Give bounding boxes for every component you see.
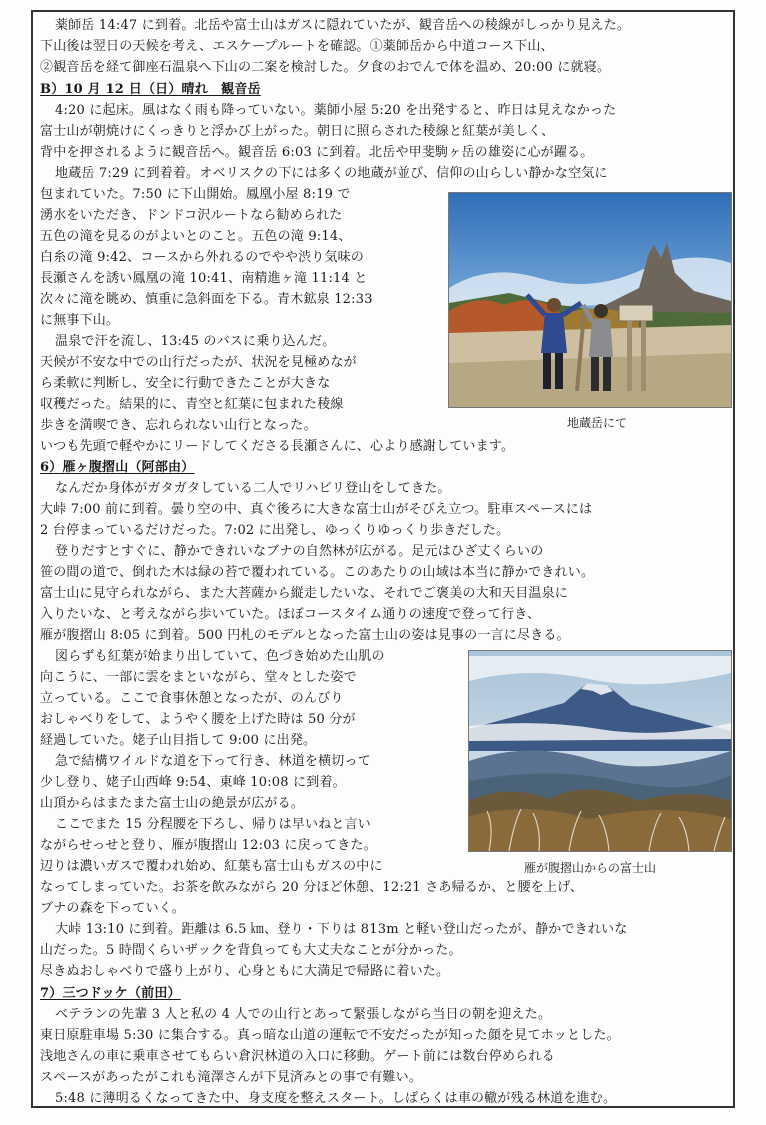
text-line: 入りたいな、と考えながら歩いていた。ほぼコースタイム通りの速度で登って行き、 (40, 607, 541, 622)
text-line: 富士山が朝焼けにくっきりと浮かび上がった。朝日に照らされた稜線と紅葉が美しく、 (40, 124, 555, 139)
text-line: 急で結構ワイルドな道を下って行き、林道を横切って (55, 754, 371, 769)
photo-caption-jizodake: 地蔵岳にて (567, 416, 628, 430)
section-heading-day2: B）10 月 12 日（日）晴れ 観音岳 (40, 82, 261, 97)
text-line: 五色の滝を見るのがよいとのこと。五色の滝 9:14、 (40, 229, 352, 244)
text-line: に無事下山。 (40, 313, 120, 328)
text-line: ②観音岳を経て御座石温泉へ下山の二案を検討した。夕食のおでんで体を温め、20:00 に就寝。 (40, 60, 611, 75)
photo-fuji (468, 650, 732, 852)
text-line: 下山後は翌日の天候を考え、エスケープルートを確認。①薬師岳から中道コース下山、 (40, 39, 554, 54)
text-line: 白糸の滝 9:42、コースから外れるのでやや渋り気味の (40, 250, 365, 265)
text-line: 5:48 に薄明るくなってきた中、身支度を整えスタート。しばらくは車の轍が残る林道を進む。 (55, 1091, 617, 1106)
text-line: 4:20 に起床。風はなく雨も降っていない。薬師小屋 5:20 を出発すると、昨日は見えなかった (55, 103, 617, 118)
photo-jizodake (448, 192, 732, 408)
text-line: 少し登り、姥子山西峰 9:54、東峰 10:08 に到着。 (40, 775, 346, 790)
text-line: 次々に滝を眺め、慎重に急斜面を下る。青木鉱泉 12:33 (40, 292, 373, 307)
text-line: スペースがあったがこれも滝澤さんが下見済みとの事で有難い。 (40, 1070, 423, 1085)
text-line: 尽きぬおしゃべりで盛り上がり、心身ともに大満足で帰路に着いた。 (40, 964, 450, 979)
text-line: おしゃべりをして、ようやく腰を上げた時は 50 分が (40, 712, 356, 727)
text-line: 長瀬さんを誘い鳳凰の滝 10:41、南精進ヶ滝 11:14 と (40, 271, 368, 286)
text-line: 大峠 7:00 前に到着。曇り空の中、真ぐ後ろに大きな富士山がそびえ立つ。駐車スペースには (40, 502, 593, 517)
text-line: ブナの森を下っていく。 (40, 901, 185, 916)
text-line: ら柔軟に判断し、安全に行動できたことが大きな (40, 376, 331, 391)
text-line: ベテランの先輩 3 人と私の 4 人での山行とあって緊張しながら当日の朝を迎えた。 (55, 1007, 552, 1022)
text-line: 背中を押されるように観音岳へ。観音岳 6:03 に到着。北岳や甲斐駒ヶ岳の雄姿に心が躍る。 (40, 145, 594, 160)
text-line: 温泉で汗を流し、13:45 のバスに乗り込んだ。 (55, 334, 336, 349)
text-line: 東日原駐車場 5:30 に集合する。真っ暗な山道の運転で不安だったが知った顔を見てホッとした。 (40, 1028, 620, 1043)
section-heading-6: 6）雁ヶ腹摺山（阿部由） (40, 460, 195, 475)
text-line: ながらせっせと登り、雁が腹摺山 12:03 に戻ってきた。 (40, 838, 377, 853)
text-line: 山だった。5 時間くらいザックを背負っても大丈夫なことが分かった。 (40, 943, 462, 958)
text-line: いつも先頭で軽やかにリードしてくださる長瀬さんに、心より感謝しています。 (40, 439, 515, 454)
text-line: ここでまた 15 分程腰を下ろし、帰りは早いねと言い (55, 817, 372, 832)
text-line: 山頂からはまたまた富士山の絶景が広がる。 (40, 796, 305, 811)
text-line: 収穫だった。結果的に、青空と紅葉に包まれた稜線 (40, 397, 344, 412)
text-line: 雁が腹摺山 8:05 に到着。500 円札のモデルとなった富士山の姿は見事の一言に尽きる。 (40, 628, 570, 643)
text-line: 登りだすとすぐに、静かできれいなブナの自然林が広がる。足元はひざ丈くらいの (55, 544, 544, 559)
section-heading-7: 7）三つドッケ（前田） (40, 986, 181, 1001)
text-line: 天候が不安な中での山行だったが、状況を見極めなが (40, 355, 357, 370)
text-line: 湧水をいただき、ドンドコ沢ルートなら勧められた (40, 208, 343, 223)
text-line: 大峠 13:10 に到着。距離は 6.5 ㎞、登り・下りは 813m と軽い登山だったが、静かできれいな (55, 922, 628, 937)
text-line: 富士山に見守られながら、また大菩薩から縦走したいな、それでご褒美の大和天目温泉に (40, 586, 569, 601)
photo-caption-fuji: 雁が腹摺山からの富士山 (524, 861, 657, 875)
text-line: なんだか身体がガタガタしている二人でリハビリ登山をしてきた。 (55, 481, 451, 496)
text-line: 薬師岳 14:47 に到着。北岳や富士山はガスに隠れていたが、観音岳への稜線がしっかり見えた。 (55, 18, 631, 33)
text-line: 笹の間の道で、倒れた木は緑の苔で覆われている。このあたりの山域は本当に静かできれい。 (40, 565, 595, 580)
text-line: 向こうに、一部に雲をまといながら、堂々とした姿で (40, 670, 357, 685)
text-line: 2 台停まっているだけだった。7:02 に出発し、ゆっくりゆっくり歩きだした。 (40, 523, 510, 538)
text-line: 経過していた。姥子山目指して 9:00 に出発。 (40, 733, 317, 748)
text-line: 包まれていた。7:50 に下山開始。鳳凰小屋 8:19 で (40, 187, 351, 202)
text-line: 立っている。ここで食事休憩となったが、のんびり (40, 691, 344, 706)
text-line: 歩きを満喫でき、忘れられない山行となった。 (40, 418, 317, 433)
text-line: 辺りは濃いガスで覆われ始め、紅葉も富士山もガスの中に (40, 859, 383, 874)
text-line: なってしまっていた。お茶を飲みながら 20 分ほど休憩、12:21 さあ帰るか、と腰を上げ、 (40, 880, 584, 895)
text-line: 図らずも紅葉が始まり出していて、色づき始めた山肌の (55, 649, 385, 664)
text-line: 地蔵岳 7:29 に到着着。オベリスクの下には多くの地蔵が並び、信仰の山らしい静かな空気に (55, 166, 608, 181)
text-line: 浅地さんの車に乗車させてもらい倉沢林道の入口に移動。ゲート前には数台停められる (40, 1049, 555, 1064)
